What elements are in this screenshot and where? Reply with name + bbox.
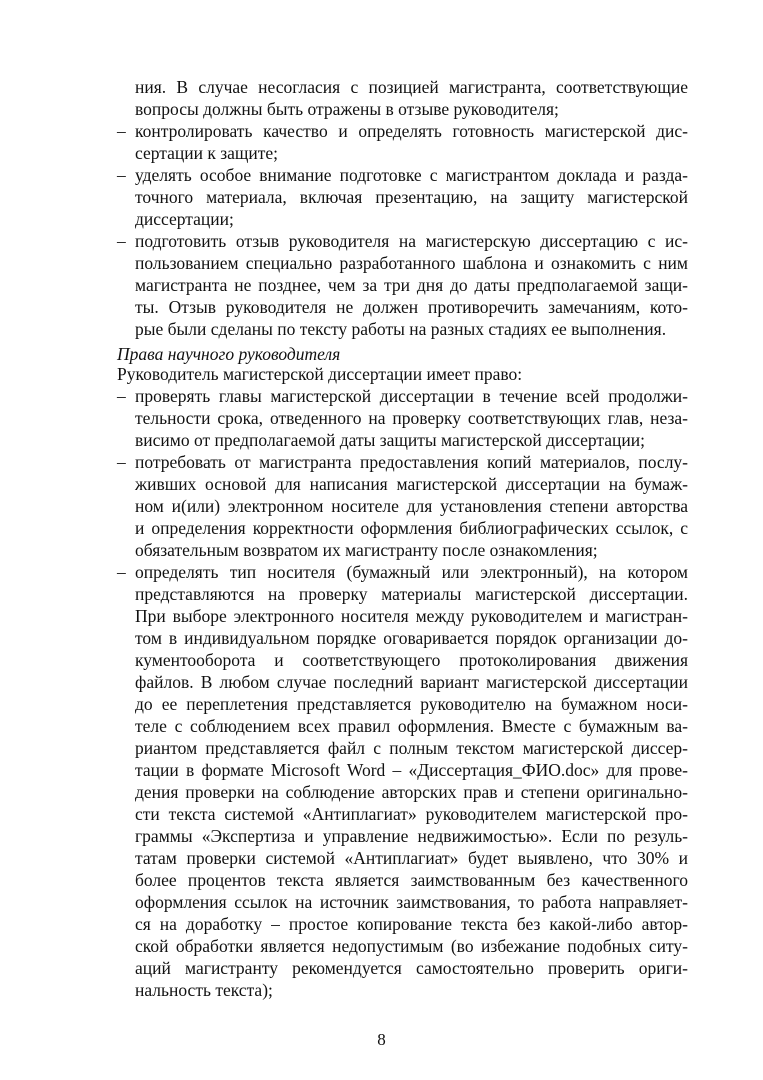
list-dash: –: [117, 231, 126, 251]
right-3-line-17: ся на доработку – простое копирование текста без какой-либо автор-: [135, 914, 688, 934]
right-3-line-3: При выборе электронного носителя между руководителем и магистран-: [135, 606, 688, 626]
duty-1-line-1: контролировать качество и определять готовность магистерской дис-: [135, 121, 688, 141]
right-3-line-8: теле с соблюдением всех правил оформления. Вместе с бумажным ва-: [135, 716, 688, 736]
page-number: 8: [377, 1030, 386, 1049]
right-3-line-14: татам проверки системой «Антиплагиат» будет выявлено, что 30% и: [135, 848, 688, 868]
list-dash: –: [117, 386, 126, 406]
duty-1-line-2: сертации к защите;: [135, 143, 279, 163]
list-dash: –: [117, 562, 126, 582]
duty-3-line-3: магистранта не позднее, чем за три дня до даты предполагаемой защи-: [135, 275, 688, 295]
duty-3-line-5: рые были сделаны по тексту работы на разных стадиях ее выполнения.: [135, 319, 667, 339]
right-3-line-4: том в индивидуальном порядке оговаривается порядок организации до-: [135, 628, 688, 648]
right-3-line-15: более процентов текста является заимствованным без качественного: [135, 870, 688, 890]
duty-3-line-4: ты. Отзыв руководителя не должен противоречить замечаниям, кото-: [135, 297, 688, 317]
right-3-line-12: сти текста системой «Антиплагиат» руководителем магистерской про-: [135, 804, 688, 824]
right-3-line-7: до ее переплетения представляется руководителю на бумажном носи-: [135, 694, 688, 714]
duty-2-line-1: уделять особое внимание подготовке с магистрантом доклада и разда-: [135, 165, 688, 185]
duty-3-line-2: пользованием специально разработанного шаблона и ознакомить с ним: [135, 253, 688, 273]
right-3-line-13: граммы «Экспертиза и управление недвижимостью». Если по резуль-: [135, 826, 688, 846]
right-3-line-18: ской обработки является недопустимым (во избежание подобных ситу-: [135, 936, 688, 956]
duty-2-line-2: точного материала, включая презентацию, на защиту магистерской: [135, 187, 688, 207]
right-3-line-6: файлов. В любом случае последний вариант магистерской диссертации: [135, 672, 688, 692]
right-2-line-3: ном и(или) электронном носителе для установления степени авторства: [135, 496, 688, 516]
right-3-line-11: дения проверки на соблюдение авторских прав и степени оригинально-: [135, 782, 688, 802]
right-3-line-5: кументооборота и соответствующего протоколирования движения: [135, 650, 688, 670]
right-3-line-20: нальность текста);: [135, 980, 273, 1000]
right-3-line-2: представляются на проверку материалы магистерской диссертации.: [135, 584, 688, 604]
right-3-line-19: аций магистранту рекомендуется самостоятельно проверить ориги-: [135, 958, 688, 978]
right-3-line-1: определять тип носителя (бумажный или электронный), на котором: [135, 562, 688, 582]
right-1-line-1: проверять главы магистерской диссертации в течение всей продолжи-: [135, 386, 688, 406]
right-2-line-2: живших основой для написания магистерской диссертации на бумаж-: [135, 474, 688, 494]
right-2-line-1: потребовать от магистранта предоставления копий материалов, послу-: [135, 452, 688, 472]
list-dash: –: [117, 452, 126, 472]
right-3-line-16: оформления ссылок на источник заимствования, то работа направляет-: [135, 892, 688, 912]
right-3-line-10: тации в формате Microsoft Word – «Диссертация_ФИО.doc» для прове-: [135, 760, 688, 780]
duty-3-line-1: подготовить отзыв руководителя на магистерскую диссертацию с ис-: [135, 231, 688, 251]
right-1-line-2: тельности срока, отведенного на проверку соответствующих глав, неза-: [135, 408, 688, 428]
intro-line-1: ния. В случае несогласия с позицией магистранта, соответствующие: [135, 77, 688, 97]
section-lead: Руководитель магистерской диссертации имеет право:: [117, 364, 523, 384]
section-heading: Права научного руководителя: [117, 344, 341, 364]
right-2-line-4: и определения корректности оформления библиографических ссылок, с: [135, 518, 688, 538]
duty-2-line-3: диссертации;: [135, 209, 234, 229]
intro-line-2: вопросы должны быть отражены в отзыве руководителя;: [135, 99, 559, 119]
right-3-line-9: риантом представляется файл с полным текстом магистерской диссер-: [135, 738, 688, 758]
right-1-line-3: висимо от предполагаемой даты защиты магистерской диссертации;: [135, 430, 645, 450]
list-dash: –: [117, 121, 126, 141]
list-dash: –: [117, 165, 126, 185]
right-2-line-5: обязательным возвратом их магистранту после ознакомления;: [135, 540, 598, 560]
